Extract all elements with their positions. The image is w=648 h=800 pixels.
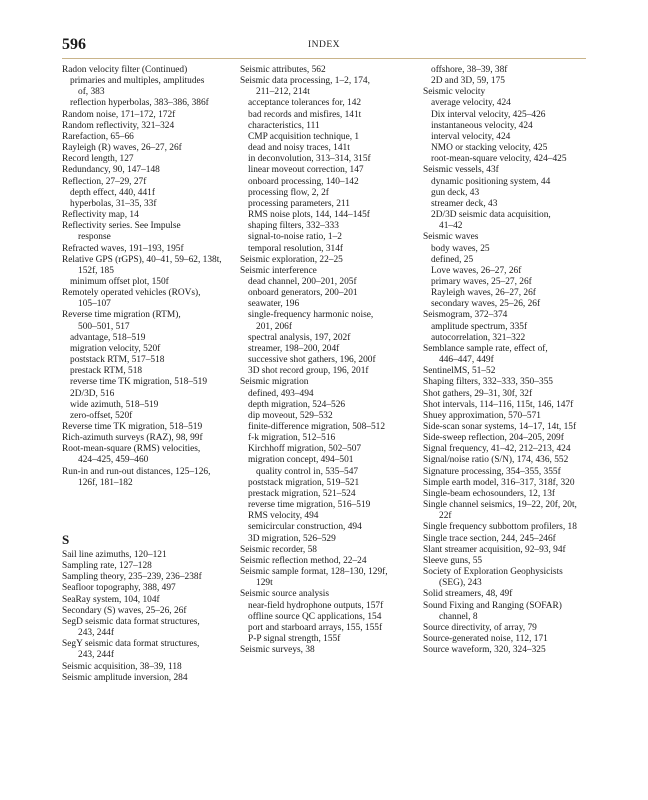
index-entry: Signature processing, 354–355, 355f (423, 466, 561, 477)
index-entry: Seismic reflection method, 22–24 (240, 555, 367, 566)
index-entry: CMP acquisition technique, 1 (248, 131, 360, 142)
index-entry: 41–42 (439, 221, 463, 232)
index-entry: finite-difference migration, 508–512 (248, 422, 386, 432)
index-entry: RMS noise plots, 144, 144–145f (248, 210, 370, 221)
index-entry: migration velocity, 520f (70, 343, 161, 354)
index-entry: Side-scan sonar systems, 14–17, 14t, 15f (423, 422, 577, 432)
index-entry: Seismic waves (423, 232, 479, 243)
index-entry: 3D shot record group, 196, 201f (248, 366, 369, 377)
index-entry: semicircular construction, 494 (248, 522, 362, 533)
index-entry: 2D and 3D, 59, 175 (431, 76, 505, 87)
index-entry: reflection hyperbolas, 383–386, 386f (70, 98, 209, 109)
index-entry: Seismic surveys, 38 (240, 645, 315, 656)
index-entry: single-frequency harmonic noise, (248, 310, 374, 321)
index-entry: Sampling theory, 235–239, 236–238f (62, 572, 202, 583)
running-head: INDEX (307, 40, 341, 50)
index-entry: streamer, 198–200, 204f (248, 343, 340, 354)
index-entry: (SEG), 243 (439, 578, 482, 589)
index-entry: depth effect, 440, 441f (70, 187, 155, 198)
index-entry: poststack RTM, 517–518 (70, 355, 165, 366)
index-entry: Shot gathers, 29–31, 30f, 32f (423, 388, 533, 399)
index-entry: Single channel seismics, 19–22, 20f, 20t, (423, 500, 577, 511)
index-entry: Shaping filters, 332–333, 350–355 (423, 377, 553, 388)
index-entry: 126f, 181–182 (78, 477, 133, 488)
index-entry: Random reflectivity, 321–324 (62, 120, 175, 131)
index-column-3 (423, 65, 593, 656)
index-entry: Seismic vessels, 43f (423, 165, 499, 176)
index-entry: dead channel, 200–201, 205f (248, 276, 357, 287)
index-entry: streamer deck, 43 (431, 198, 498, 209)
index-entry: Record length, 127 (62, 154, 134, 165)
index-entry: bad records and misfires, 141t (248, 109, 362, 120)
index-entry: prestack migration, 521–524 (248, 488, 356, 499)
index-column-1 (62, 65, 232, 684)
section-gap (62, 489, 232, 533)
index-entry: Sail line azimuths, 120–121 (62, 549, 167, 560)
index-entry: Dix interval velocity, 425–426 (431, 109, 546, 120)
index-entry: seawater, 196 (248, 299, 300, 310)
index-entry: Seismic exploration, 22–25 (240, 254, 343, 265)
index-entry: Reverse time migration (RTM), (62, 310, 181, 321)
index-entry: successive shot gathers, 196, 200f (248, 355, 376, 366)
index-entry: Signal frequency, 41–42, 212–213, 424 (423, 444, 571, 455)
index-entry: in deconvolution, 313–314, 315f (248, 154, 371, 165)
index-entry: processing parameters, 211 (248, 198, 350, 209)
index-entry: linear moveout correction, 147 (248, 165, 364, 176)
index-entry: 105–107 (78, 299, 111, 310)
index-entry: spectral analysis, 197, 202f (248, 332, 351, 343)
index-entry: Source waveform, 320, 324–325 (423, 645, 546, 656)
index-entry: Rich-azimuth surveys (RAZ), 98, 99f (62, 433, 203, 444)
index-entry: instantaneous velocity, 424 (431, 120, 533, 131)
header-rule (62, 58, 586, 59)
section-letter: S (62, 531, 70, 547)
index-entry: 201, 206f (256, 321, 292, 332)
index-entry: Side-sweep reflection, 204–205, 209f (423, 433, 564, 444)
index-entry: Sound Fixing and Ranging (SOFAR) (423, 600, 562, 611)
index-entry: reverse time migration, 516–519 (248, 500, 371, 511)
index-entry: wide azimuth, 518–519 (70, 399, 159, 410)
index-entry: Seismogram, 372–374 (423, 310, 508, 321)
index-entry: poststack migration, 519–521 (248, 477, 360, 488)
index-entry: 243, 244f (78, 628, 114, 639)
index-entry: Solid streamers, 48, 49f (423, 589, 513, 600)
index-entry: Radon velocity filter (Continued) (62, 65, 188, 75)
index-entry: interval velocity, 424 (431, 131, 511, 142)
index-entry: Single frequency subbottom profilers, 18 (423, 522, 577, 533)
index-entry: autocorrelation, 321–322 (431, 332, 526, 343)
index-entry: quality control in, 535–547 (256, 466, 359, 477)
index-entry: amplitude spectrum, 335f (431, 321, 528, 332)
index-entry: zero-offset, 520f (70, 410, 133, 421)
index-entry: Signal/noise ratio (S/N), 174, 436, 552 (423, 455, 569, 466)
index-entry: Society of Exploration Geophysicists (423, 567, 563, 578)
index-entry: Redundancy, 90, 147–148 (62, 165, 160, 176)
index-entry: Random noise, 171–172, 172f (62, 109, 176, 120)
index-entry: SegD seismic data format structures, (62, 616, 200, 627)
index-entry: Relative GPS (rGPS), 40–41, 59–62, 138t, (62, 254, 222, 265)
index-entry: 129t (256, 578, 273, 589)
index-entry: 2D/3D seismic data acquisition, (431, 210, 551, 221)
index-entry: advantage, 518–519 (70, 332, 146, 343)
index-entry: average velocity, 424 (431, 98, 511, 109)
index-entry: 424–425, 459–460 (78, 455, 149, 466)
index-entry: Semblance sample rate, effect of, (423, 343, 548, 354)
index-entry: defined, 493–494 (248, 388, 314, 399)
page-number: 596 (62, 36, 86, 53)
index-entry: 211–212, 214t (256, 87, 310, 98)
index-entry: Seismic migration (240, 377, 309, 388)
index-entry: Simple earth model, 316–317, 318f, 320 (423, 477, 575, 488)
index-entry: Rarefaction, 65–66 (62, 131, 134, 142)
index-entry: gun deck, 43 (431, 187, 480, 198)
index-entry: SeaRay system, 104, 104f (62, 594, 160, 605)
index-entry: Seismic interference (240, 265, 317, 276)
index-entry: acceptance tolerances for, 142 (248, 98, 362, 109)
index-entry: root-mean-square velocity, 424–425 (431, 154, 567, 165)
index-entry: dead and noisy traces, 141t (248, 143, 350, 154)
index-entry: Shot intervals, 114–116, 115t, 146, 147f (423, 399, 574, 410)
index-entry: Reflectivity series. See Impulse (62, 221, 181, 232)
index-entry: Love waves, 26–27, 26f (431, 265, 522, 276)
index-column-2 (240, 65, 415, 656)
index-entry: Sampling rate, 127–128 (62, 561, 152, 572)
index-entry: dynamic positioning system, 44 (431, 176, 551, 187)
index-entry: SegY seismic data format structures, (62, 639, 200, 650)
index-entry: Slant streamer acquisition, 92–93, 94f (423, 544, 566, 555)
index-entry: depth migration, 524–526 (248, 399, 346, 410)
index-entry: Reverse time TK migration, 518–519 (62, 422, 203, 432)
index-entry: Single-beam echosounders, 12, 13f (423, 488, 556, 499)
index-entry: channel, 8 (439, 611, 478, 622)
index-entry: Shuey approximation, 570–571 (423, 410, 541, 421)
index-entry: 22f (439, 511, 452, 522)
index-entry: onboard generators, 200–201 (248, 288, 358, 299)
index-entry: temporal resolution, 314f (248, 243, 344, 254)
index-entry: Root-mean-square (RMS) velocities, (62, 444, 201, 455)
index-entry: Refracted waves, 191–193, 195f (62, 243, 184, 254)
index-entry: RMS velocity, 494 (248, 511, 319, 522)
index-entry: Seafloor topography, 388, 497 (62, 583, 176, 594)
index-entry: response (78, 232, 111, 243)
index-entry: body waves, 25 (431, 243, 490, 254)
index-entry: Seismic sample format, 128–130, 129f, (240, 567, 388, 578)
page-header (62, 36, 586, 56)
index-entry: Seismic amplitude inversion, 284 (62, 672, 188, 683)
index-entry: migration concept, 494–501 (248, 455, 354, 466)
index-entry: Seismic acquisition, 38–39, 118 (62, 661, 182, 672)
index-entry: minimum offset plot, 150f (70, 276, 169, 287)
index-entry: secondary waves, 25–26, 26f (431, 299, 541, 310)
index-entry: dip moveout, 529–532 (248, 410, 333, 421)
index-entry: 152f, 185 (78, 265, 114, 276)
index-entry: Single trace section, 244, 245–246f (423, 533, 556, 544)
index-entry: Seismic source analysis (240, 589, 330, 600)
index-entry: Rayleigh (R) waves, 26–27, 26f (62, 143, 182, 154)
index-entry: 2D/3D, 516 (70, 388, 115, 399)
index-entry: NMO or stacking velocity, 425 (431, 143, 548, 154)
index-entry: defined, 25 (431, 254, 474, 265)
index-entry: Seismic attributes, 562 (240, 65, 326, 75)
index-entry: Secondary (S) waves, 25–26, 26f (62, 605, 187, 616)
index-entry: offshore, 38–39, 38f (431, 65, 508, 75)
index-entry: shaping filters, 332–333 (248, 221, 339, 232)
index-entry: 3D migration, 526–529 (248, 533, 336, 544)
index-entry: Sleeve guns, 55 (423, 555, 483, 566)
index-entry: 243, 244f (78, 650, 114, 661)
index-entry: Kirchhoff migration, 502–507 (248, 444, 362, 455)
index-entry: Seismic recorder, 58 (240, 544, 317, 555)
index-entry: P-P signal strength, 155f (248, 633, 341, 644)
index-entry: Reflectivity map, 14 (62, 210, 139, 221)
index-entry: Seismic data processing, 1–2, 174, (240, 76, 370, 87)
index-entry: primaries and multiples, amplitudes (70, 76, 205, 87)
index-entry: hyperbolas, 31–35, 33f (70, 198, 157, 209)
index-entry: SentinelMS, 51–52 (423, 366, 496, 377)
index-entry: f-k migration, 512–516 (248, 433, 336, 444)
index-entry: Remotely operated vehicles (ROVs), (62, 288, 201, 299)
index-entry: characteristics, 111 (248, 120, 320, 131)
index-entry: Run-in and run-out distances, 125–126, (62, 466, 211, 477)
index-entry: 446–447, 449f (439, 355, 494, 366)
index-entry: Source-generated noise, 112, 171 (423, 633, 548, 644)
index-entry: Reflection, 27–29, 27f (62, 176, 147, 187)
index-entry: offline source QC applications, 154 (248, 611, 382, 622)
index-entry: of, 383 (78, 87, 105, 98)
index-entry: signal-to-noise ratio, 1–2 (248, 232, 342, 243)
index-entry: port and starboard arrays, 155, 155f (248, 622, 383, 633)
index-entry: prestack RTM, 518 (70, 366, 143, 377)
index-entry: primary waves, 25–27, 26f (431, 276, 532, 287)
index-entry: reverse time TK migration, 518–519 (70, 377, 208, 388)
index-entry: Source directivity, of array, 79 (423, 622, 537, 633)
index-entry: onboard processing, 140–142 (248, 176, 359, 187)
index-entry: Seismic velocity (423, 87, 486, 98)
index-entry: near-field hydrophone outputs, 157f (248, 600, 384, 611)
index-entry: processing flow, 2, 2f (248, 187, 329, 198)
index-entry: 500–501, 517 (78, 321, 130, 332)
index-entry: Rayleigh waves, 26–27, 26f (431, 288, 536, 299)
